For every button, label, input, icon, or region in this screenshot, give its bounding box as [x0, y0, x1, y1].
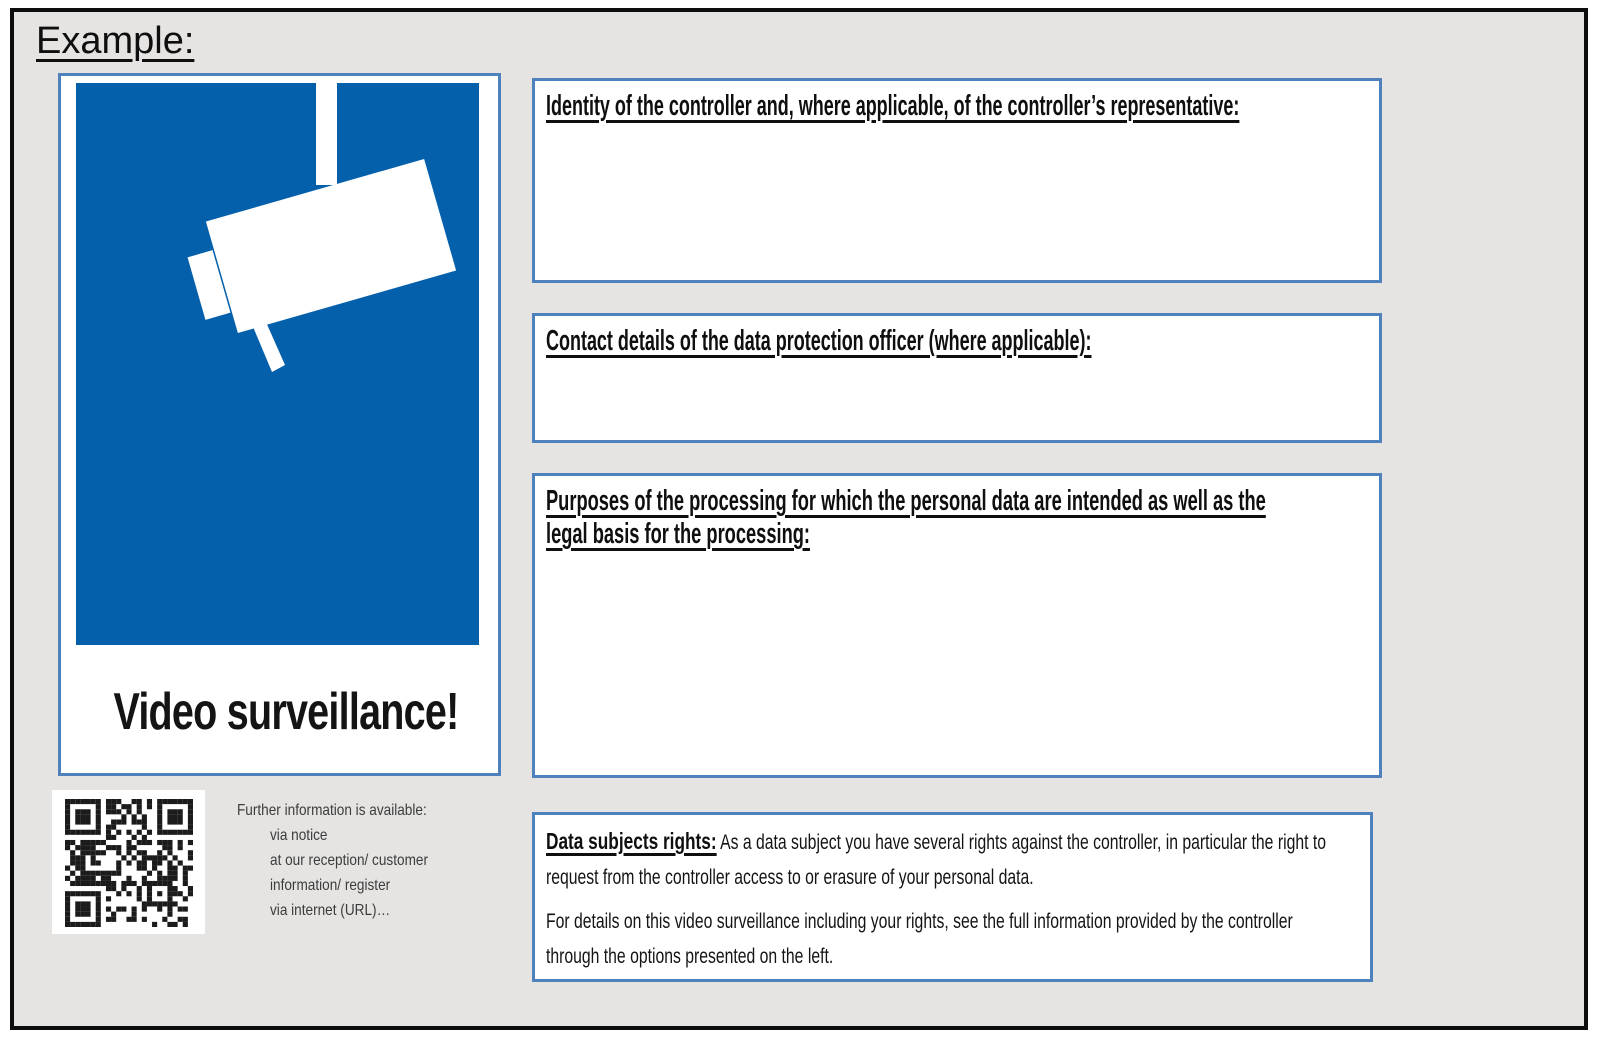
page-title: Example:: [36, 20, 195, 62]
caption-line: at our reception/ customer: [270, 852, 428, 869]
camera-pole: [316, 83, 337, 185]
qr-code-pattern: [63, 799, 195, 927]
box-controller-identity: [532, 78, 1382, 283]
rights-text: [546, 824, 1334, 974]
notice-example-page: [10, 8, 1588, 1030]
rights-body: As a data subject you have several rights against the controller, in particular the right to request from the controller access to or erasure of your personal data.: [546, 831, 1326, 889]
qr-code: [52, 790, 205, 934]
rights-paragraph: [546, 824, 1334, 895]
qr-caption: [237, 798, 460, 923]
box-heading: Data subjects rights:: [546, 828, 717, 854]
video-surveillance-sign: [58, 73, 501, 776]
rights-paragraph: For details on this video surveillance including your rights, see the full information provided by the controller through the options presented on the left.: [546, 910, 1293, 968]
box-data-subject-rights: [532, 812, 1373, 982]
box-heading: Identity of the controller and, where applicable, of the controller’s representative:: [546, 90, 1240, 122]
box-heading: Contact details of the data protection officer (where applicable):: [546, 325, 1092, 357]
caption-line: via internet (URL)…: [270, 902, 391, 919]
box-dpo-contact: [532, 313, 1382, 443]
sign-label: Video surveillance!: [113, 683, 459, 741]
box-heading: Purposes of the processing for which the personal data are intended as well as the legal basis for the processing:: [546, 485, 1266, 550]
caption-line: information/ register: [270, 877, 391, 894]
caption-line: Further information is available:: [237, 802, 427, 819]
caption-line: via notice: [270, 827, 328, 844]
cctv-camera-icon: [76, 83, 479, 645]
box-processing-purposes: [532, 473, 1382, 778]
